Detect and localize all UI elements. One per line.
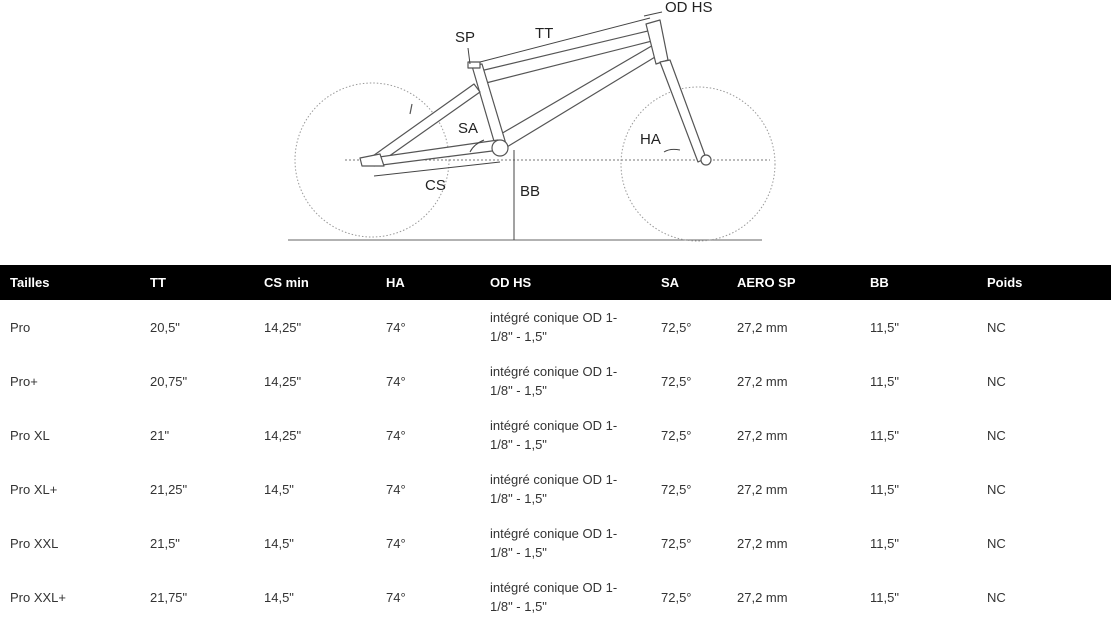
cell-sa: 72,5° — [661, 427, 692, 443]
cell-bb: 11,5" — [870, 373, 899, 389]
label-bb: BB — [520, 183, 541, 200]
header-size: Tailles — [10, 275, 50, 290]
cell-tt: 20,5" — [150, 319, 180, 335]
cell-aero: 27,2 mm — [737, 589, 788, 605]
label-cs: CS — [425, 177, 446, 194]
cell-odhs: intégré conique OD 1-1/8" - 1,5" — [490, 526, 618, 560]
front-wheel — [621, 87, 775, 241]
cell-odhs: intégré conique OD 1-1/8" - 1,5" — [490, 310, 618, 344]
table-row — [0, 516, 1111, 570]
cell-ha: 74° — [386, 589, 406, 605]
cell-weight: NC — [987, 373, 1006, 389]
table-row — [0, 462, 1111, 516]
cell-sa: 72,5° — [661, 319, 692, 335]
bottom-bracket — [492, 140, 508, 156]
table-row — [0, 354, 1111, 408]
header-sa: SA — [661, 275, 680, 290]
cell-cs: 14,25" — [264, 319, 302, 335]
label-ha: HA — [640, 131, 661, 148]
cell-sa: 72,5° — [661, 373, 692, 389]
header-odhs: OD HS — [490, 275, 532, 290]
cell-aero: 27,2 mm — [737, 373, 788, 389]
table-row — [0, 300, 1111, 354]
cell-bb: 11,5" — [870, 535, 899, 551]
cell-tt: 21,25" — [150, 481, 188, 497]
cell-ha: 74° — [386, 535, 406, 551]
cell-odhs: intégré conique OD 1-1/8" - 1,5" — [490, 364, 618, 398]
table-row — [0, 408, 1111, 462]
cell-sa: 72,5° — [661, 481, 692, 497]
rear-dropout — [360, 154, 384, 166]
cell-aero: 27,2 mm — [737, 535, 788, 551]
cell-cs: 14,25" — [264, 427, 302, 443]
cell-size: Pro — [10, 319, 31, 335]
cell-aero: 27,2 mm — [737, 481, 788, 497]
header-weight: Poids — [987, 275, 1023, 290]
cell-aero: 27,2 mm — [737, 319, 788, 335]
brake-boss — [410, 104, 412, 114]
odhs-dimension — [644, 12, 662, 16]
geometry-table — [0, 265, 1111, 624]
header-cs: CS min — [264, 275, 309, 290]
cell-weight: NC — [987, 319, 1006, 335]
header-ha: HA — [386, 275, 405, 290]
cell-tt: 21,5" — [150, 535, 180, 551]
label-sp: SP — [455, 29, 476, 46]
cell-aero: 27,2 mm — [737, 427, 788, 443]
cell-tt: 21,75" — [150, 589, 188, 605]
front-axle — [701, 155, 711, 165]
cell-sa: 72,5° — [661, 589, 692, 605]
cell-weight: NC — [987, 589, 1006, 605]
cell-bb: 11,5" — [870, 319, 899, 335]
header-bb: BB — [870, 275, 889, 290]
cell-size: Pro XL+ — [10, 481, 58, 497]
cell-ha: 74° — [386, 373, 406, 389]
cell-weight: NC — [987, 535, 1006, 551]
top-tube — [476, 30, 656, 84]
table-row — [0, 570, 1111, 624]
frame-geometry-svg — [0, 0, 1111, 265]
cell-ha: 74° — [386, 427, 406, 443]
cell-weight: NC — [987, 481, 1006, 497]
cell-sa: 72,5° — [661, 535, 692, 551]
cell-cs: 14,5" — [264, 589, 294, 605]
cell-ha: 74° — [386, 481, 406, 497]
cell-size: Pro XXL — [10, 535, 59, 551]
fork — [660, 60, 706, 162]
cell-cs: 14,5" — [264, 535, 294, 551]
label-sa: SA — [458, 120, 479, 137]
header-tt: TT — [150, 275, 166, 290]
cell-bb: 11,5" — [870, 427, 899, 443]
cell-weight: NC — [987, 427, 1006, 443]
cell-odhs: intégré conique OD 1-1/8" - 1,5" — [490, 418, 618, 452]
cell-cs: 14,5" — [264, 481, 294, 497]
table-header-row — [0, 265, 1111, 300]
cell-bb: 11,5" — [870, 589, 899, 605]
cell-bb: 11,5" — [870, 481, 899, 497]
cell-size: Pro XL — [10, 427, 50, 443]
label-od-hs: OD HS — [665, 0, 713, 16]
geometry-diagram — [0, 0, 1111, 265]
cell-size: Pro XXL+ — [10, 589, 67, 605]
cell-size: Pro+ — [10, 373, 38, 389]
cell-odhs: intégré conique OD 1-1/8" - 1,5" — [490, 472, 618, 506]
header-aero: AERO SP — [737, 275, 796, 290]
cell-ha: 74° — [386, 319, 406, 335]
cell-tt: 20,75" — [150, 373, 188, 389]
cell-cs: 14,25" — [264, 373, 302, 389]
cell-tt: 21" — [150, 427, 170, 443]
cell-odhs: intégré conique OD 1-1/8" - 1,5" — [490, 580, 618, 614]
ha-arc — [664, 149, 680, 152]
label-tt: TT — [535, 25, 554, 42]
